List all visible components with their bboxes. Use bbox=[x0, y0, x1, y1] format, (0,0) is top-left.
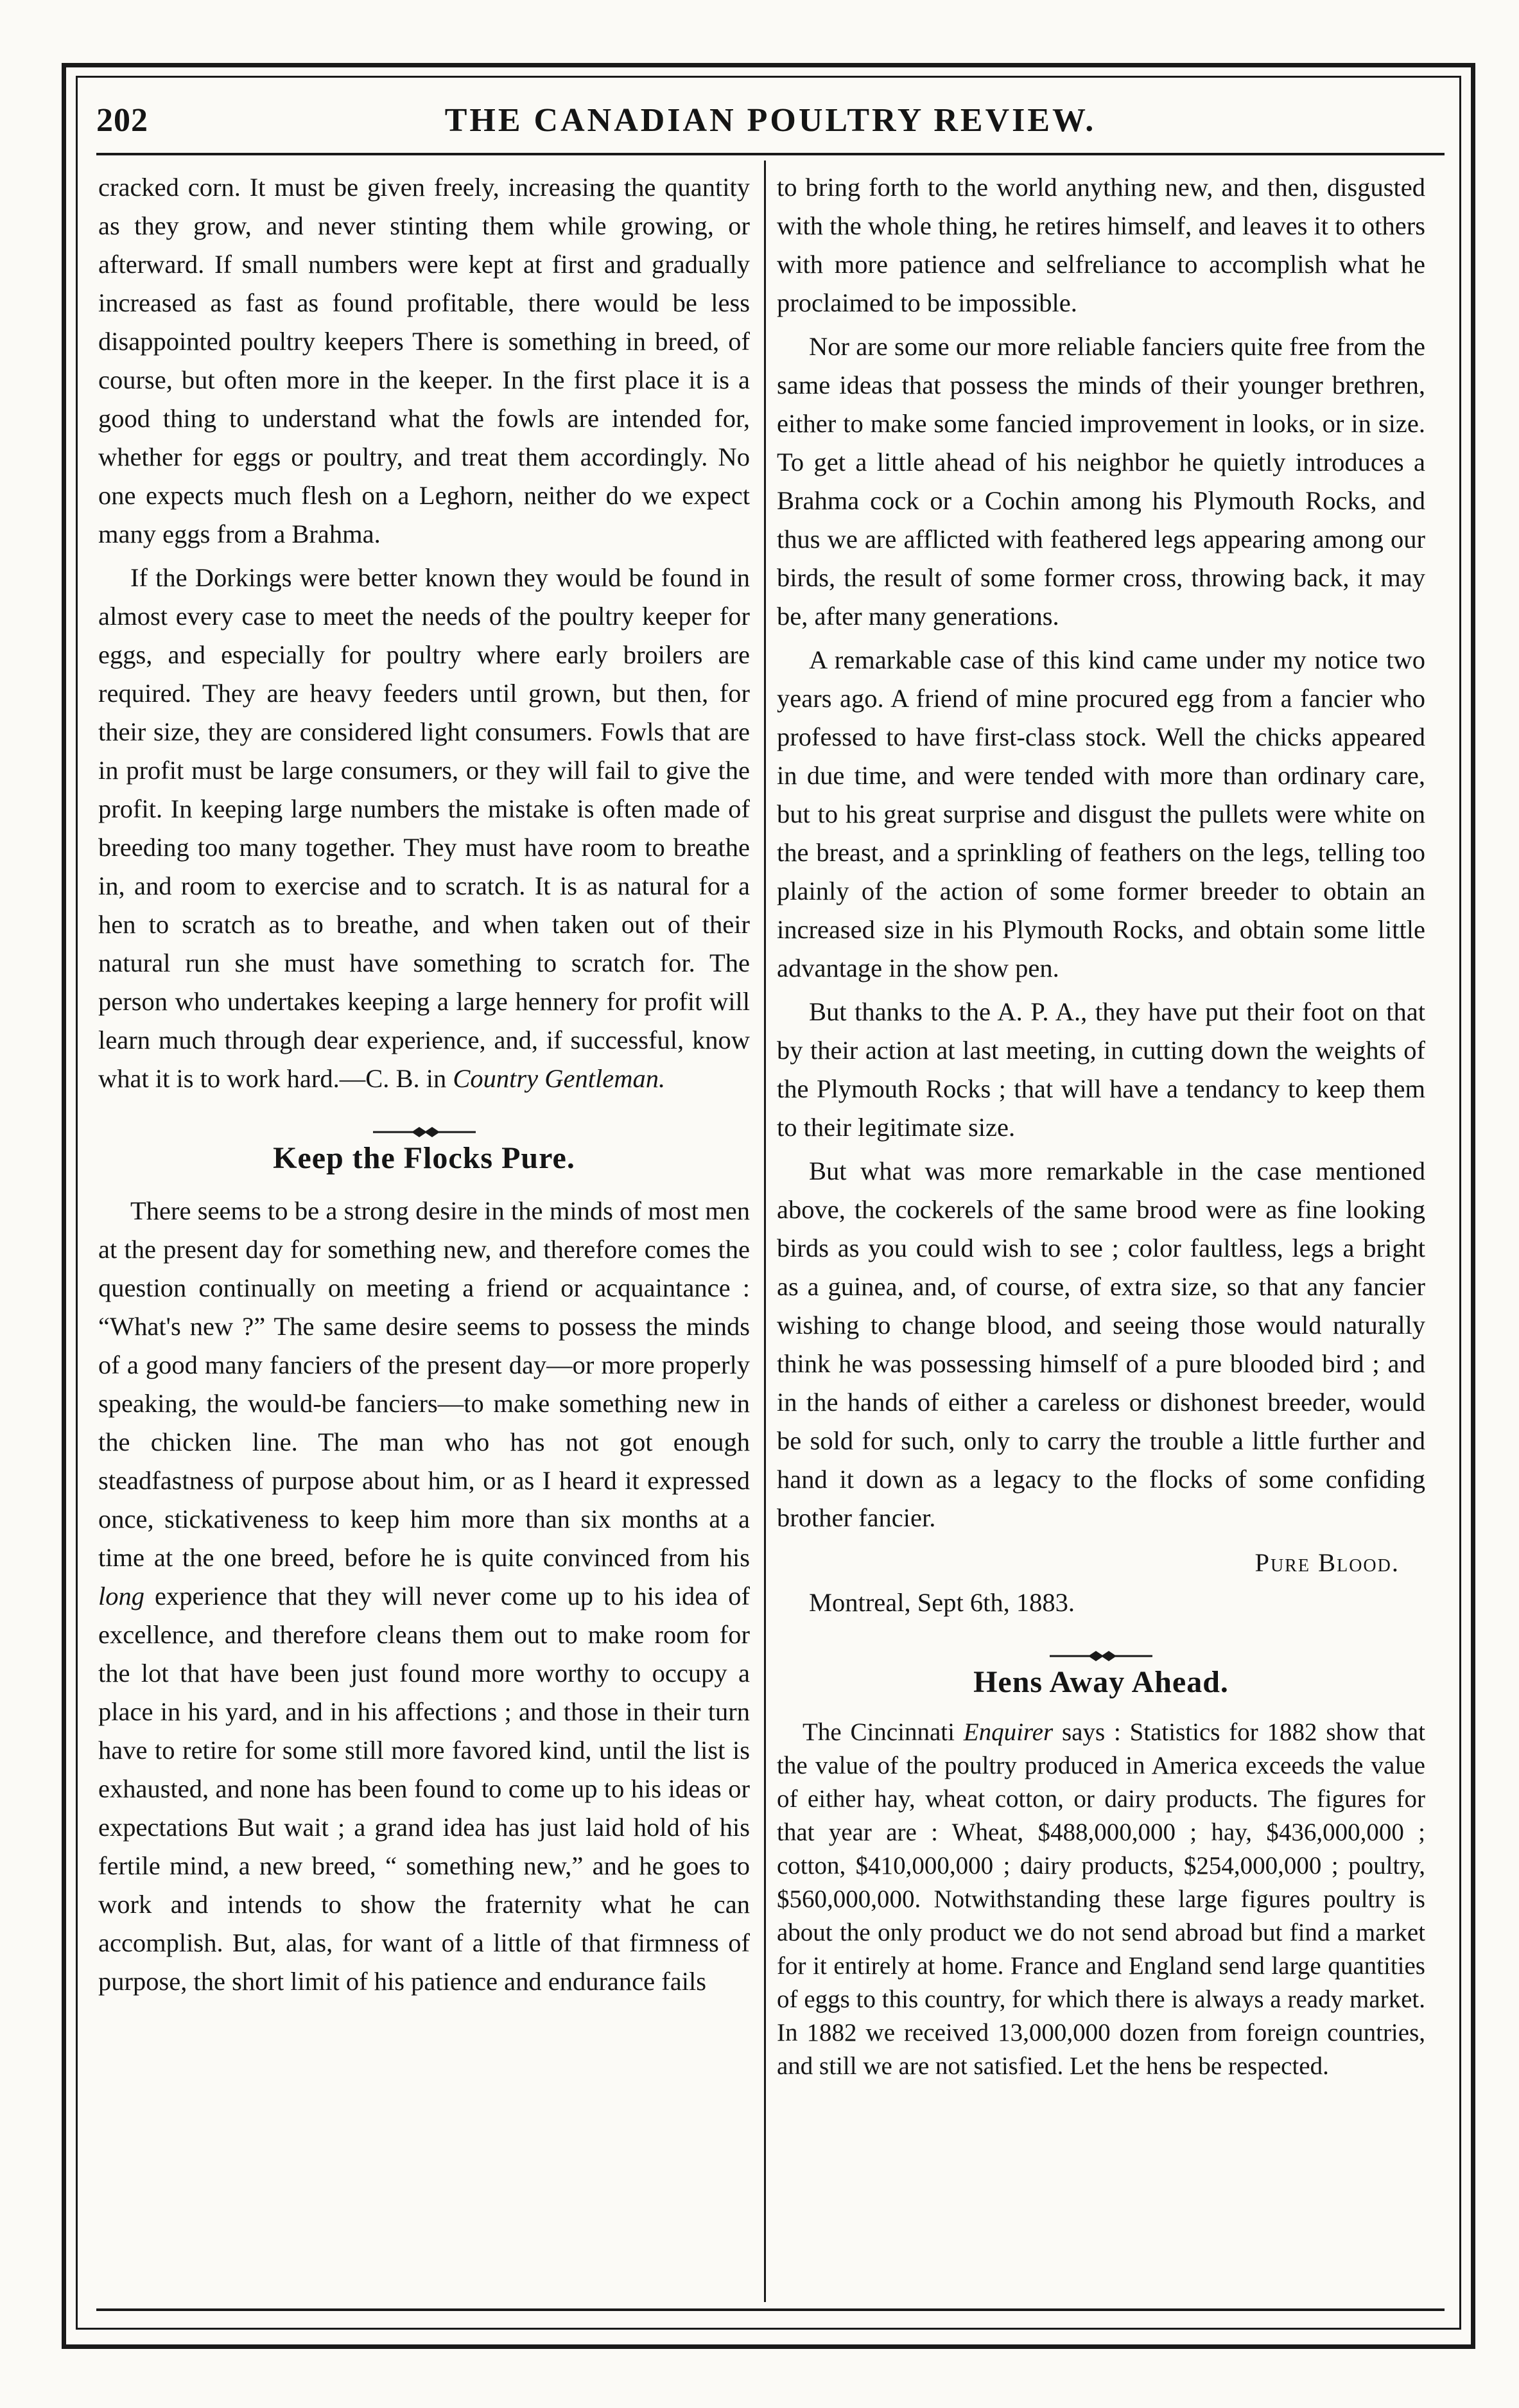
article-paragraph bbox=[777, 1716, 1425, 2083]
article-paragraph: A remarkable case of this kind came under my notice two years ago. A friend of mine procured egg from a fancier who professed to have first-class stock. Well the chicks appeared in due time, and were tended with more than ordinary care, but to his great surprise and disgust the pullets were white on the breast, and a sprinkling of feathers on the legs, telling too plainly of the action of some former breeder to obtain an increased size in his Plymouth Rocks, and obtain some little advantage in the show pen. bbox=[777, 645, 1425, 982]
footer-rule bbox=[96, 2308, 1445, 2311]
column-divider bbox=[764, 161, 766, 2302]
paragraph-text: experience that they will never come up to his idea of excellence, and therefore cleans them out to make room for the lot that have been just found more worthy to occupy a place in his yard, and in his affections ; and those in their turn have to retire for some still more favored kind, until the list is exhausted, and none has been found to come up to his ideas or expectations But wait ; a grand idea has just laid hold of his fertile mind, a new breed, “ something new,” and he goes to work and intends to show the fraternity what he can accomplish. But, alas, for want of a little of that firmness of purpose, the short limit of his patience and endurance fails bbox=[98, 1582, 750, 1996]
section-ornament bbox=[777, 1636, 1425, 1653]
section-title: Hens Away Ahead. bbox=[973, 1665, 1229, 1699]
right-column bbox=[777, 168, 1425, 2083]
article-paragraph: to bring forth to the world anything new, and then, disgusted with the whole thing, he retires himself, and leaves it to others with more patience and selfreliance to accomplish what he proclaimed to be impossible. bbox=[777, 173, 1425, 317]
ornament-icon bbox=[1050, 1648, 1152, 1664]
page-number: 202 bbox=[96, 102, 148, 139]
section-ornament bbox=[98, 1112, 750, 1129]
article-paragraph: Nor are some our more reliable fanciers quite free from the same ideas that possess the minds of their younger brethren, either to make some fancied improvement in looks, or in size. To get a little ahead of his neighbor he quietly introduces a Brahma cock or a Cochin among his Plymouth Rocks, and thus we are afflicted with feathered legs appearing among our birds, the result of some former cross, throwing back, it may be, after many generations. bbox=[777, 332, 1425, 631]
article-paragraph: But thanks to the A. P. A., they have put their foot on that by their action at last meeting, in cutting down the weights of the Plymouth Rocks ; that will have a tendancy to keep them to their legitimate size. bbox=[777, 997, 1425, 1142]
newspaper-name: Enquirer bbox=[963, 1718, 1054, 1746]
paragraph-text: There seems to be a strong desire in the minds of most men at the present day for something new, and therefore comes the question continually on meeting a friend or acquaintance : “What's new ?” The same desire seems to possess the minds of a good many fanciers of the present day—or more properly speaking, the would-be fanciers—to make something new in the chicken line. The man who has not got enough steadfastness of purpose about him, or as I heard it expressed once, stickativeness to keep him more than six months at a time at the one breed, before he is quite convinced from his bbox=[98, 1196, 750, 1572]
page-header bbox=[96, 96, 1445, 154]
paragraph-text: If the Dorkings were better known they would be found in almost every case to meet the needs of the poultry keeper for eggs, and especially for poultry where early broilers are required. They are heavy feeders until grown, but then, for their size, they are considered light consumers. Fowls that are in profit must be large consumers, or they will fail to give the profit. In keeping large numbers the mistake is often made of breeding too many together. They must have room to breathe in, and room to exercise and to scratch. It is as natural for a hen to scratch as to breathe, and when taken out of their natural run she must have something to scratch for. The person who undertakes keeping a large hennery for profit will learn much through dear experience, and, if successful, know what it is to work hard.—C. B. in bbox=[98, 563, 750, 1093]
paragraph-text: The Cincinnati bbox=[803, 1718, 964, 1746]
emphasis-text: long bbox=[98, 1582, 145, 1610]
article-paragraph: cracked corn. It must be given freely, increasing the quantity as they grow, and never stinting them while growing, or afterward. If small numbers were kept at first and gradually increased as fast as found profitable, there would be less disappointed poultry keepers There is something in breed, of course, but often more in the keeper. In the first place it is a good thing to understand what the fowls are intended for, whether for eggs or poultry, and treat them accordingly. No one expects much flesh on a Leghorn, neither do we expect many eggs from a Brahma. bbox=[98, 173, 750, 548]
left-column bbox=[98, 168, 750, 2001]
header-rule bbox=[96, 153, 1445, 155]
article-paragraph bbox=[98, 1192, 750, 2001]
article-paragraph bbox=[98, 559, 750, 1098]
signature: Pure Blood. bbox=[1254, 1548, 1400, 1577]
ornament-icon bbox=[373, 1124, 476, 1140]
journal-title: THE CANADIAN POULTRY REVIEW. bbox=[444, 102, 1097, 139]
section-title: Keep the Flocks Pure. bbox=[273, 1141, 575, 1175]
source-citation: Country Gentleman. bbox=[453, 1064, 666, 1093]
dateline: Montreal, Sept 6th, 1883. bbox=[809, 1588, 1075, 1617]
news-item bbox=[777, 1716, 1425, 2083]
paragraph-text: says : Statistics for 1882 show that the value of the poultry produced in America exceeds the value of either hay, wheat cotton, or dairy products. The figures for that year are : Wheat, $488,000,000 ; hay, $436,000,000 ; cotton, $410,000,000 ; dairy products, $254,000,000 ; poultry, $560,000,000. Notwithstanding these large figures poultry is about the only product we do not send abroad but find a market for it entirely at home. France and England send large quantities of eggs to this country, for which there is always a ready market. In 1882 we received 13,000,000 dozen from foreign countries, and still we are not satisfied. Let the hens be respected. bbox=[777, 1718, 1426, 2080]
article-paragraph: But what was more remarkable in the case mentioned above, the cockerels of the same brood were as fine looking birds as you could wish to see ; color faultless, legs a bright as a guinea, and, of course, of extra size, so that any fancier wishing to change blood, and seeing those would naturally think he was possessing himself of a pure blooded bird ; and in the hands of either a careless or dishonest breeder, would be sold for such, only to carry the trouble a little further and hand it down as a legacy to the flocks of some confiding brother fancier. bbox=[777, 1156, 1425, 1532]
